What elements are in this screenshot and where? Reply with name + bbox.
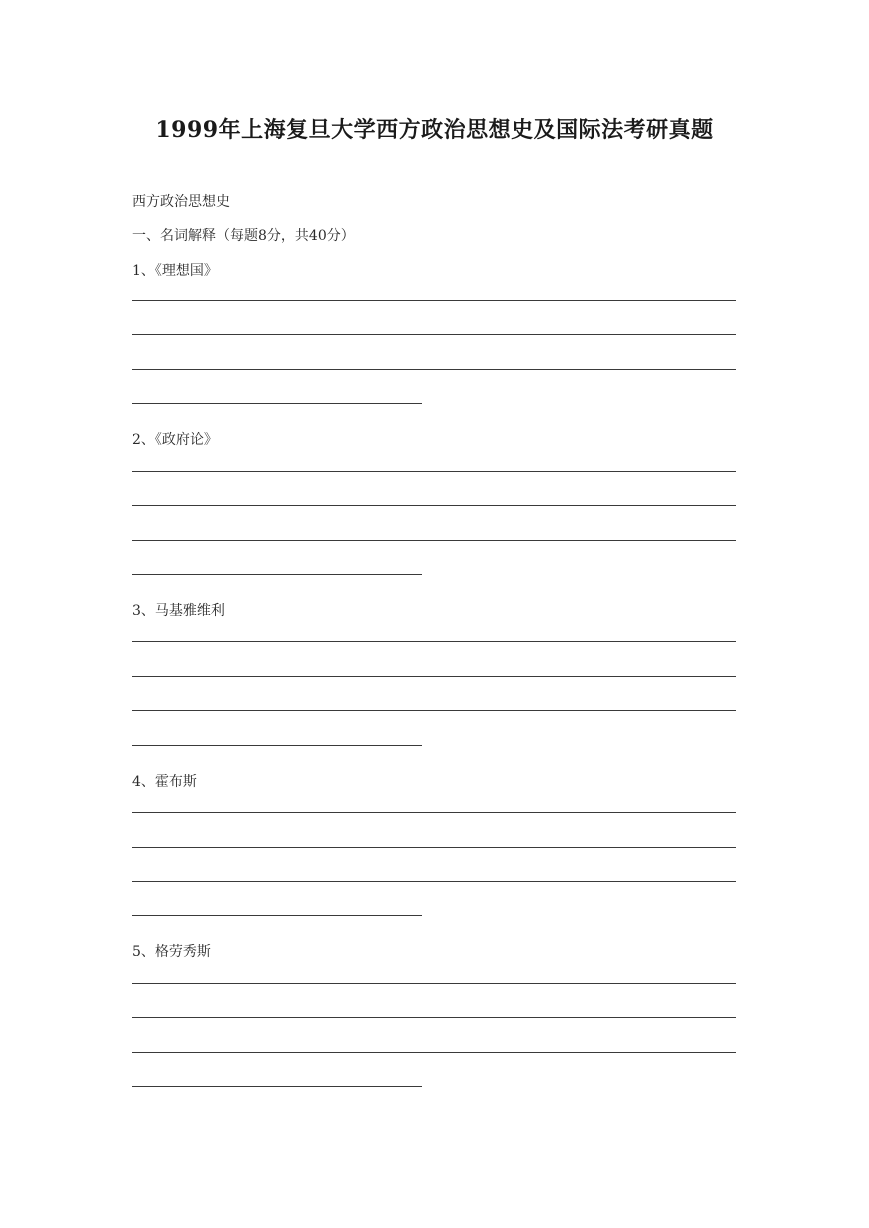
answer-line (132, 505, 736, 506)
document-title: 1999年上海复旦大学西方政治思想史及国际法考研真题 (155, 117, 714, 143)
answer-line (132, 847, 736, 848)
answer-line (132, 574, 422, 575)
answer-line (132, 881, 736, 882)
answer-line (132, 812, 736, 813)
answer-line (132, 300, 736, 301)
answer-line (132, 983, 736, 984)
answer-line (132, 334, 736, 335)
section-heading: 一、名词解释（每题8分，共40分） (132, 228, 355, 244)
answer-line (132, 540, 736, 541)
answer-line (132, 641, 736, 642)
answer-line (132, 915, 422, 916)
question-label: 5、格劳秀斯 (132, 944, 211, 960)
answer-line (132, 471, 736, 472)
question-label: 4、霍布斯 (132, 774, 197, 790)
question-label: 1、《理想国》 (132, 263, 218, 279)
subject-heading: 西方政治思想史 (132, 194, 230, 210)
question-label: 2、《政府论》 (132, 432, 218, 448)
answer-line (132, 1017, 736, 1018)
answer-line (132, 1086, 422, 1087)
answer-line (132, 676, 736, 677)
answer-line (132, 1052, 736, 1053)
answer-line (132, 369, 736, 370)
question-label: 3、马基雅维利 (132, 603, 225, 619)
answer-line (132, 710, 736, 711)
answer-line (132, 403, 422, 404)
answer-line (132, 745, 422, 746)
